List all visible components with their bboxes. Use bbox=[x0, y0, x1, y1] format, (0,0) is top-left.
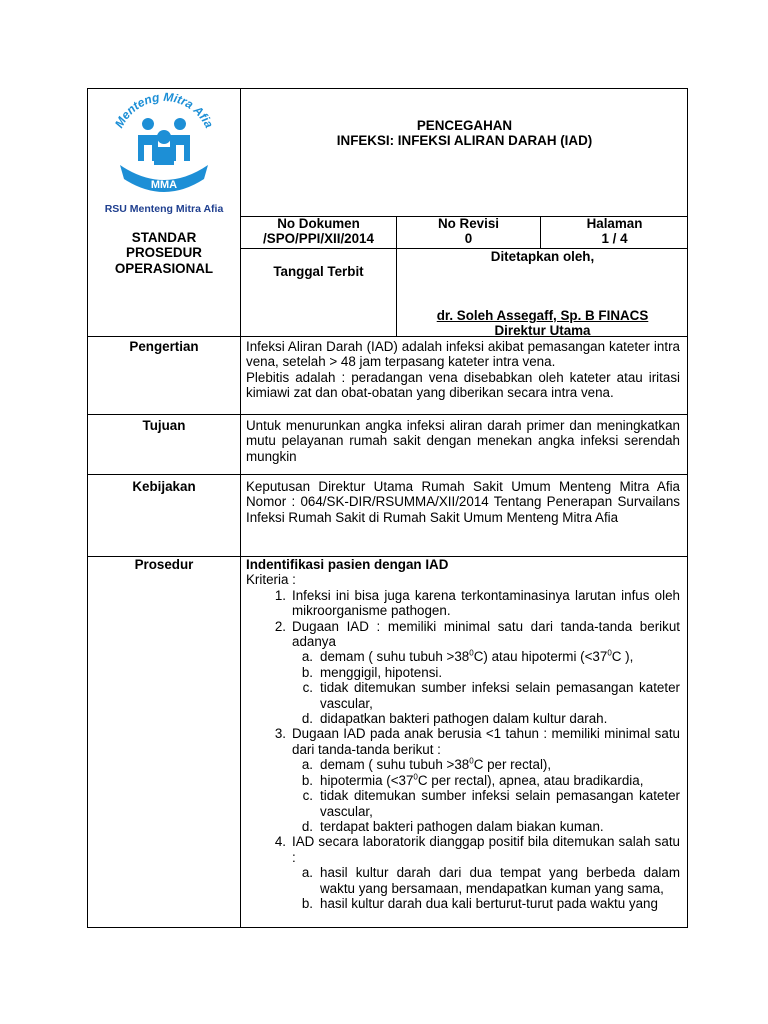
list-item: a. hasil kultur darah dari dua tempat yang berbeda dalam waktu yang bersamaan, mendapatkan kuman yang sama, bbox=[301, 865, 680, 896]
list-item: d. terdapat bakteri pathogen dalam biakan kuman. bbox=[301, 818, 604, 834]
signer bbox=[397, 308, 688, 339]
list-item: a. demam ( suhu tubuh $>38^0C$ per rectal), bbox=[301, 756, 552, 773]
kebijakan-label: Kebijakan bbox=[132, 479, 196, 494]
hospital-logo bbox=[88, 89, 240, 216]
divider bbox=[88, 474, 688, 475]
prosedur-content bbox=[246, 557, 680, 911]
ditetapkan: Ditetapkan oleh, bbox=[490, 249, 595, 264]
sop-document bbox=[87, 88, 688, 928]
pengertian-label: Pengertian bbox=[129, 339, 199, 354]
no-dokumen: No Dokumen /SPO/PPI/XII/2014 bbox=[263, 216, 374, 247]
logo-emblem-icon bbox=[88, 89, 240, 216]
list-item: 1. Infeksi ini bisa juga karena terkontaminasinya larutan infus oleh mikroorganisme pathogen. bbox=[274, 587, 680, 619]
signer-name: dr. Soleh Assegaff, Sp. B FINACS bbox=[436, 308, 649, 323]
tujuan-label: Tujuan bbox=[142, 418, 186, 433]
svg-text:MMA: MMA bbox=[150, 179, 178, 191]
no-revisi: No Revisi 0 bbox=[437, 216, 500, 247]
prosedur-heading: Indentifikasi pasien dengan IAD bbox=[246, 557, 449, 572]
divider bbox=[240, 89, 241, 928]
list-item: 3. Dugaan IAD pada anak berusia <1 tahun : memiliki minimal satu dari tanda-tanda berikut : bbox=[274, 726, 680, 757]
tujuan-text: Untuk menurunkan angka infeksi aliran darah primer dan meningkatkan mutu pelayanan rumah sakit dengan menekan angka infeksi serendah mungkin bbox=[246, 418, 680, 464]
svg-text:RSU Menteng Mitra Afia: RSU Menteng Mitra Afia bbox=[104, 203, 224, 215]
list-item: d. didapatkan bakteri pathogen dalam kultur darah. bbox=[301, 711, 608, 727]
list-item: b. menggigil, hipotensi. bbox=[301, 664, 443, 680]
list-item: b. hipotermia ($<37^0C$ per rectal), apnea, atau bradikardia, bbox=[301, 772, 644, 788]
kriteria-label: Kriteria : bbox=[246, 572, 296, 588]
signer-title: Direktur Utama bbox=[494, 323, 591, 339]
list-item: 2. Dugaan IAD : memiliki minimal satu dari tanda-tanda berikut adanya bbox=[274, 618, 680, 650]
halaman: Halaman 1 / 4 bbox=[586, 216, 643, 247]
list-item: c. tidak ditemukan sumber infeksi selain pemasangan kateter vascular, bbox=[302, 788, 680, 819]
svg-text:Menteng Mitra Afia: Menteng Mitra Afia bbox=[111, 89, 217, 131]
divider bbox=[88, 414, 688, 415]
pengertian-text: Infeksi Aliran Darah (IAD) adalah infeksi akibat pemasangan kateter intra vena, setelah > 48 jam terpasang kateter intra vena. Plebitis adalah : peradangan vena disebabkan oleh kateter atau iritasi kimiawi zat dan obat-obatan yang diberikan secara intra vena. bbox=[246, 339, 680, 401]
list-item: c. tidak ditemukan sumber infeksi selain pemasangan kateter vascular, bbox=[302, 680, 680, 711]
list-item: b. hasil kultur darah dua kali berturut-turut pada waktu yang bbox=[301, 895, 658, 911]
kebijakan-text: Keputusan Direktur Utama Rumah Sakit Umum Menteng Mitra Afia Nomor : 064/SK-DIR/RSUMMA/XII/2014 Tentang Penerapan Survailans Infeksi Rumah Sakit di Rumah Sakit Umum Menteng Mitra Afia bbox=[246, 479, 680, 525]
tanggal-terbit: Tanggal Terbit bbox=[273, 264, 364, 279]
sop-label: STANDAR PROSEDUR OPERASIONAL bbox=[114, 230, 214, 276]
prosedur-label: Prosedur bbox=[134, 557, 194, 572]
list-item: a. demam ( suhu tubuh $>38^0C$) atau hipotermi ($<37^0C$ ), bbox=[301, 648, 634, 665]
list-item: 4. IAD secara laboratorik dianggap positif bila ditemukan salah satu : bbox=[274, 834, 680, 865]
document-title: PENCEGAHAN INFEKSI: INFEKSI ALIRAN DARAH (IAD) bbox=[336, 118, 593, 149]
